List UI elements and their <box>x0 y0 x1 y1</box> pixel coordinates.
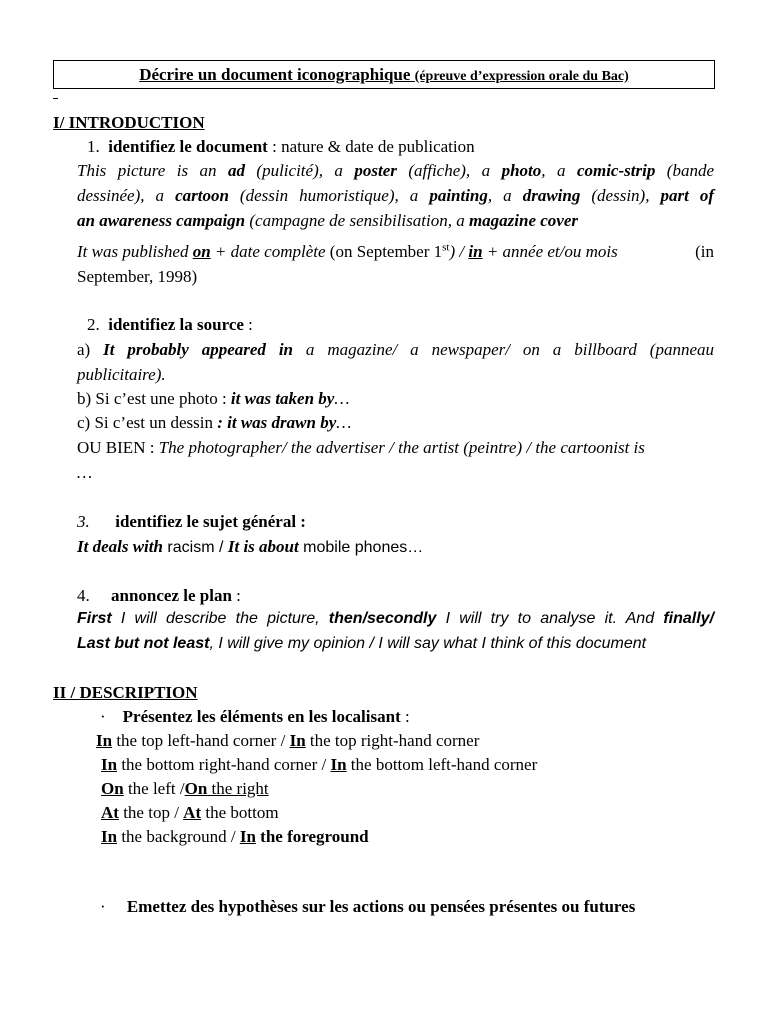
doc-type-line-1: This picture is an ad (pulicité), a poster (affiche), a photo, a comic-strip (bande <box>77 161 714 180</box>
location-row-5: In the background / In the foreground <box>101 827 369 846</box>
publication-line-1: It was published on + date complète (on September 1st) / in + année et/ou mois (in <box>77 241 714 261</box>
bullet-2: · Emettez des hypothèses sur les actions ou pensées présentes ou futures <box>100 897 636 916</box>
item-2-heading: 2. identifiez la source : <box>87 315 253 334</box>
item-4-heading: 4. annoncez le plan : <box>77 586 241 605</box>
item-1-heading: 1. identifiez le document : nature & date de publication <box>87 137 475 156</box>
doc-type-line-2: dessinée), a cartoon (dessin humoristique), a painting, a drawing (dessin), part of <box>77 186 715 205</box>
location-row-1: In the top left-hand corner / In the top right-hand corner <box>96 731 480 750</box>
publication-line-2: September, 1998) <box>77 267 198 286</box>
location-row-4: At the top / At the bottom <box>101 803 279 822</box>
source-line-a-cont: publicitaire). <box>77 365 166 384</box>
document-title <box>53 60 715 89</box>
subject-line: It deals with racism / It is about mobile phones… <box>77 537 424 556</box>
plan-line-2: Last but not least, I will give my opinion / I will say what I think of this document <box>77 635 647 652</box>
heading-introduction: I/ INTRODUCTION <box>53 113 205 132</box>
bullet-1: · Présentez les éléments en les localisant : <box>100 707 410 726</box>
source-line-c: c) Si c’est un dessin : it was drawn by… <box>77 413 352 432</box>
title-main: Décrire un document iconographique <box>139 65 411 84</box>
bullet-icon: · <box>100 707 106 726</box>
item-3-heading: 3. identifiez le sujet général : <box>77 512 306 531</box>
divider <box>53 98 58 99</box>
bullet-icon: · <box>100 897 106 916</box>
title-sub: (épreuve d’expression orale du Bac) <box>414 69 629 84</box>
location-row-3: On the left /On the right <box>101 779 269 798</box>
doc-type-line-3: an awareness campaign (campagne de sensibilisation, a magazine cover <box>77 211 579 230</box>
source-line-a: a) It probably appeared in a magazine/ a newspaper/ on a billboard (panneau <box>77 340 714 359</box>
source-line-or-cont: … <box>77 463 93 482</box>
heading-description: II / DESCRIPTION <box>53 683 198 702</box>
plan-line-1: First I will describe the picture, then/secondly I will try to analyse it. And finally/ <box>77 610 714 627</box>
source-line-b: b) Si c’est une photo : it was taken by… <box>77 389 350 408</box>
location-row-2: In the bottom right-hand corner / In the bottom left-hand corner <box>101 755 538 774</box>
source-line-or: OU BIEN : The photographer/ the advertiser / the artist (peintre) / the cartoonist is <box>77 438 645 457</box>
